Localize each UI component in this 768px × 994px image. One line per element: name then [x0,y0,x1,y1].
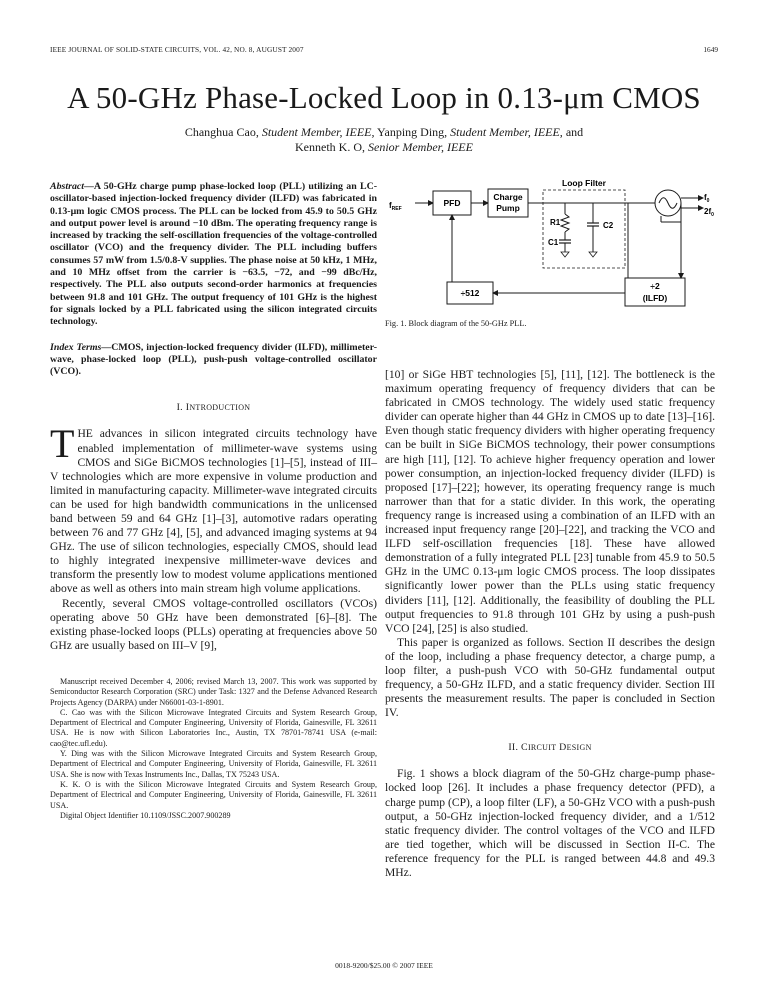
section-numeral: II. C [508,742,528,754]
section-title-part: D [556,742,567,754]
ilfd-label: (ILFD) [642,293,668,303]
right-column [385,368,715,880]
author-role: Student Member, IEEE, [261,125,375,139]
copyright-footer: 0018-9200/$25.00 © 2007 IEEE [335,961,433,970]
ground-symbol [589,252,597,257]
fref-label: $f_{REF}$ [389,201,402,212]
footnote-author-ding: Y. Ding was with the Silicon Microwave Integrated Circuits and System Research Group, Department of Electrical and Computer Engineering, University of Florida, Gainesville, FL 32611 USA. She is now with Texas Instruments Inc., Dallas, TX 75243 USA. [50,749,377,779]
pump-label: Pump [496,203,520,213]
ground-symbol [561,252,569,257]
index-terms [50,342,377,379]
abstract [50,181,377,329]
c1-label: C1 [548,238,559,247]
section-title-part: ESIGN [566,743,592,753]
intro-paragraph-1 [50,421,377,596]
author-name: Kenneth K. O, [295,140,365,154]
page-number: 1649 [703,45,718,54]
pfd-label: PFD [443,198,461,208]
section-heading-introduction [50,402,377,413]
abstract-text: A 50-GHz charge pump phase-locked loop (PLL) utilizing an LC-oscillator-based injection-locked frequency divider (ILFD) was fabricated in 0.13-μm logic CMOS process. The PLL can be locked from 45.9 to 50.5 GHz and output power level is around −10 dBm. The operating frequency range is increased by tracking the self-oscillation frequencies of the voltage-controlled oscillator (VCO) and the frequency divider. The PLL including buffers consumes 57 mW from 1.5/0.8-V supplies. The phase noise at 50 kHz, 1 MHz, and 10 MHz offset from the carrier is −63.5, −72, and −99 dBc/Hz, respectively. The PLL also outputs second-order harmonics at frequencies between 91.8 and 101 GHz. The output frequency of 101 GHz is the highest for signals locked by a PLL fabricated using the silicon integrated circuits technology. [50,181,377,328]
author-role: Senior Member, IEEE [368,140,473,154]
author-conjunction: and [565,125,584,139]
charge-label: Charge [493,192,523,202]
drop-cap: T [50,421,75,467]
index-terms-label: Index Terms— [50,341,112,353]
figure-caption: Fig. 1. Block diagram of the 50-GHz PLL. [385,319,527,328]
intro-paragraph-3: [10] or SiGe HBT technologies [5], [11], [12]. The bottleneck is the maximum operating frequency of frequency dividers that can be fabricated in CMOS technology. The widely used static frequency divider can operate higher than 44 GHz in CMOS up to date [13]–[16]. Even though static frequency dividers with higher operating frequency can be built in SiGe BiCMOS technology, their power consumptions are high [11], [12]. To achieve higher frequency operation and lower power consumption, an injection-locked frequency divider (ILFD) is proposed [17]–[22]; however, its operating frequency range is much narrower than that for a static divider. In this work, the operating frequency range is increased using a combination of an ILFD with an increased input frequency range [20]–[22], and tracking the VCO and ILFD self-oscillation frequencies [18]. These have allowed demonstration of a fully integrated PLL [23] tunable from 45.9 to 50.5 GHz in the UMC 0.13-μm logic CMOS process. The loop dissipates significantly lower power than the PLLs using static frequency dividers [11], [12]. Additionally, the feasibility of doubling the PLL output frequencies to 91.8 through 101 GHz by using a push-push VCO [24], [25] is also studied. [385,368,716,635]
author-name: Changhua Cao, [184,125,259,139]
author-list [0,125,768,155]
intro-paragraph-2: Recently, several CMOS voltage-controlled oscillators (VCOs) operating above 50 GHz have been demonstrated [6]–[8]. The existing phase-locked loops (PLLs) operating at frequencies above 50 GHz are usually based on III–V [9], [50,596,377,652]
left-column [50,181,377,821]
index-terms-text: CMOS, injection-locked frequency divider (ILFD), millimeter-wave, phase-locked loop (PLL), push-push voltage-controlled oscillator (VCO). [50,341,377,378]
footnotes [50,677,377,821]
footnote-doi: Digital Object Identifier 10.1109/JSSC.2007.900289 [60,810,231,820]
section-title-part: IRCUIT [527,743,557,753]
footnote-author-cao: C. Cao was with the Silicon Microwave Integrated Circuits and System Research Group, Department of Electrical and Computer Engineering, University of Florida, Gainesville, FL 32611 USA. He is now with Silicon Laboratories Inc., Austin, TX 78701-78741 USA (e-mail: cao@tec.ufl.edu). [50,707,377,748]
div512-label: ÷512 [460,288,480,298]
div2-label: ÷2 [650,281,660,291]
intro-p1-text: HE advances in silicon integrated circuits technology have enabled implementation of millimeter-wave systems using CMOS and SiGe BiCMOS technologies [1]–[5], instead of III–V technologies which are more expensive in volume production and limited in manufacturing capacity. Millimeter-wave integrated circuits can be used for high bandwidth communications in the unlicensed band between 59 and 64 GHz [1]–[3], automotive radars operating between 76 and 77 GHz [4], [5], and advanced imaging systems at 94 GHz. The use of silicon technologies, especially CMOS, should lead to highly integrated inexpensive millimeter-wave devices and transform the presently low to modest volume applications mentioned above as well as others into main stream high volume applications. [50,427,377,596]
circuit-design-paragraph-1: Fig. 1 shows a block diagram of the 50-GHz charge-pump phase-locked loop [26]. It includes a phase frequency detector (PFD), a charge pump (CP), a loop filter (LF), a 50-GHz VCO with a push-push output, a 50-GHz injection-locked frequency divider, and a 1/512 static frequency divider. The control voltages of the VCO and ILFD are tied together, which will be discussed in Section II-C. The reference frequency for the PLL is ranged between 44.8 and 49.3 MHz. [385,767,715,879]
footnote-author-o: K. K. O is with the Silicon Microwave Integrated Circuits and System Research Group, Department of Electrical and Computer Engineering, University of Florida, Gainesville, FL 32611 USA. [50,779,377,810]
2f0-label: $2f_0$ [704,207,714,218]
author-name: Yanping Ding, [377,125,448,139]
r1-label: R1 [550,218,561,227]
r1-resistor [561,214,569,232]
author-role: Student Member, IEEE, [450,125,563,139]
journal-header: IEEE JOURNAL OF SOLID-STATE CIRCUITS, VOL. 42, NO. 8, AUGUST 2007 [50,45,304,54]
pll-block-diagram [385,178,718,310]
f0-label: $f_0$ [704,193,710,204]
paper-title: A 50-GHz Phase-Locked Loop in 0.13-μm CMOS [67,80,701,115]
loop-filter-label: Loop Filter [562,178,606,188]
c2-label: C2 [603,221,614,230]
section-heading-circuit-design [385,742,715,753]
footnote-manuscript: Manuscript received December 4, 2006; revised March 13, 2007. This work was supported by Semiconductor Research Corporation (SRC) under Task: 1327 and the Defense Advanced Research Projects Agency (DARPA) under N66001-03-1-8901. [50,676,377,707]
abstract-label: Abstract— [50,181,94,192]
section-title: NTRODUCTION [189,403,251,413]
intro-paragraph-4: This paper is organized as follows. Section II describes the design of the loop, including a phase frequency detector, a charge pump, a loop filter, a push-push VCO with 50-GHz fundamental output frequency, a 50-GHz ILFD, and a static frequency divider. Section III presents the measurement results. The paper is concluded in Section IV. [385,635,715,720]
section-numeral: I. I [176,402,190,414]
